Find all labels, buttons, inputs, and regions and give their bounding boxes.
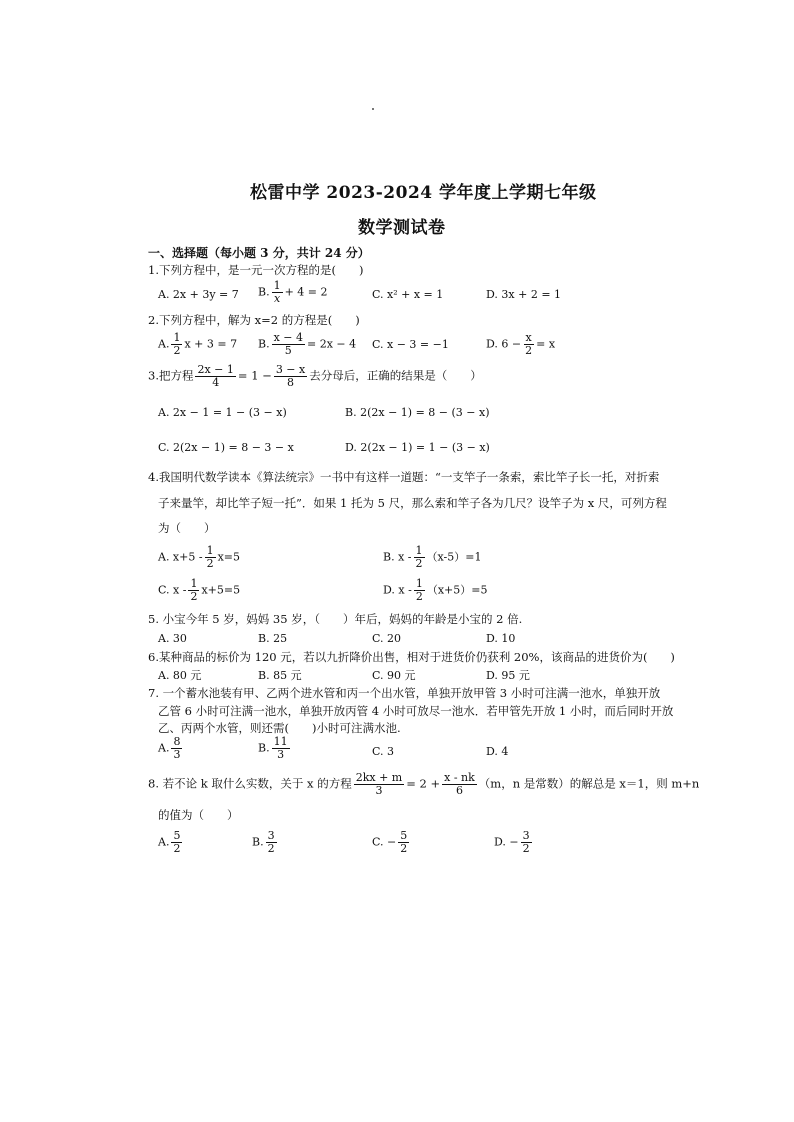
- question-7-option-a: A. $\frac{8}{3}$: [158, 735, 181, 761]
- question-7-option-c: C. 3: [372, 745, 395, 758]
- question-2-option-d: D. 6 − $\frac{x}{2}$ = x: [486, 331, 556, 357]
- question-8-option-a: A. $\frac{5}{2}$: [158, 829, 181, 855]
- question-4-option-a: A. x+5 - $\frac{1}{2}$ x=5: [158, 544, 240, 570]
- question-7-option-b: B. $\frac{11}{3}$: [258, 735, 288, 761]
- question-4-line-1: 4.我国明代数学读本《算法统宗》一书中有这样一道题：“一支竿子一条索，索比竿子长一托，对折索: [148, 470, 660, 484]
- question-8-option-d: D. − $\frac{3}{2}$: [494, 829, 530, 855]
- scan-speck: [372, 108, 374, 110]
- question-5-option-d: D. 10: [486, 632, 516, 645]
- question-7-option-d: D. 4: [486, 745, 509, 758]
- question-8-line-2: 的值为（ ）: [158, 808, 239, 822]
- question-6-option-b: B. 85 元: [258, 669, 302, 682]
- question-2-option-c: C. x − 3 = −1: [372, 338, 449, 351]
- question-2-option-a: A. $\frac{1}{2}$ x + 3 = 7: [158, 331, 238, 357]
- question-5-option-c: C. 20: [372, 632, 402, 645]
- question-7-line-3: 乙、丙两个水管，则还需( )小时可注满水池.: [158, 721, 401, 735]
- question-7-line-2: 乙管 6 小时可注满一池水，单独开放丙管 4 小时可放尽一池水．若甲管先开放 1 小时，而后同时开放: [158, 704, 674, 718]
- question-3-option-d: D. 2(2x − 1) = 1 − (3 − x): [345, 441, 490, 454]
- question-1-option-c: C. x² + x = 1: [372, 288, 444, 301]
- question-1-stem: 1.下列方程中，是一元一次方程的是( ): [148, 263, 364, 277]
- question-4-line-3: 为（ ）: [158, 521, 216, 535]
- question-1-option-b: B. $\frac{1}{x}$ + 4 = 2: [258, 279, 328, 305]
- question-3-option-b: B. 2(2x − 1) = 8 − (3 − x): [345, 406, 490, 419]
- question-5-option-b: B. 25: [258, 632, 288, 645]
- question-2-stem: 2.下列方程中，解为 x=2 的方程是( ): [148, 313, 360, 327]
- question-4-option-b: B. x - $\frac{1}{2}$ （x-5）=1: [383, 544, 482, 570]
- section-heading: 一、选择题（每小题 3 分，共计 24 分）: [148, 246, 370, 260]
- question-4-option-d: D. x - $\frac{1}{2}$ （x+5）=5: [383, 577, 488, 603]
- question-4-line-2: 子来量竿，却比竿子短一托”．如果 1 托为 5 尺，那么索和竿子各为几尺？设竿子为 x 尺，可列方程: [158, 496, 667, 510]
- exam-title: 松雷中学 2023-2024 学年度上学期七年级: [250, 183, 597, 203]
- question-1-option-d: D. 3x + 2 = 1: [486, 288, 562, 301]
- question-8-stem: 8. 若不论 k 取什么实数，关于 x 的方程 $\frac{2kx + m}{3}$ = 2 + $\frac{x - nk}{6}$ （m，n 是常数）的解总是 x＝1，则 m+n: [148, 771, 700, 797]
- question-6-stem: 6.某种商品的标价为 120 元，若以九折降价出售，相对于进货价仍获利 20%，该商品的进货价为( ): [148, 650, 675, 664]
- question-8-option-b: B. $\frac{3}{2}$: [252, 829, 275, 855]
- question-6-option-c: C. 90 元: [372, 669, 416, 682]
- question-3-option-c: C. 2(2x − 1) = 8 − 3 − x: [158, 441, 294, 454]
- question-1-option-a: A. 2x + 3y = 7: [158, 288, 239, 301]
- question-6-option-a: A. 80 元: [158, 669, 202, 682]
- question-4-option-c: C. x - $\frac{1}{2}$ x+5=5: [158, 577, 241, 603]
- question-5-stem: 5. 小宝今年 5 岁，妈妈 35 岁，（ ）年后，妈妈的年龄是小宝的 2 倍.: [148, 612, 523, 626]
- question-3-option-a: A. 2x − 1 = 1 − (3 − x): [158, 406, 287, 419]
- question-6-option-d: D. 95 元: [486, 669, 530, 682]
- question-2-option-b: B. $\frac{x - 4}{5}$ = 2x − 4: [258, 331, 357, 357]
- question-5-option-a: A. 30: [158, 632, 187, 645]
- question-8-option-c: C. − $\frac{5}{2}$: [372, 829, 408, 855]
- question-7-line-1: 7. 一个蓄水池装有甲、乙两个进水管和丙一个出水管，单独开放甲管 3 小时可注满一池水，单独开放: [148, 686, 661, 700]
- question-3-stem: 3.把方程 $\frac{2x - 1}{4}$ = 1 − $\frac{3 - x}{8}$ 去分母后，正确的结果是（ ）: [148, 363, 482, 389]
- exam-subtitle: 数学测试卷: [358, 218, 446, 238]
